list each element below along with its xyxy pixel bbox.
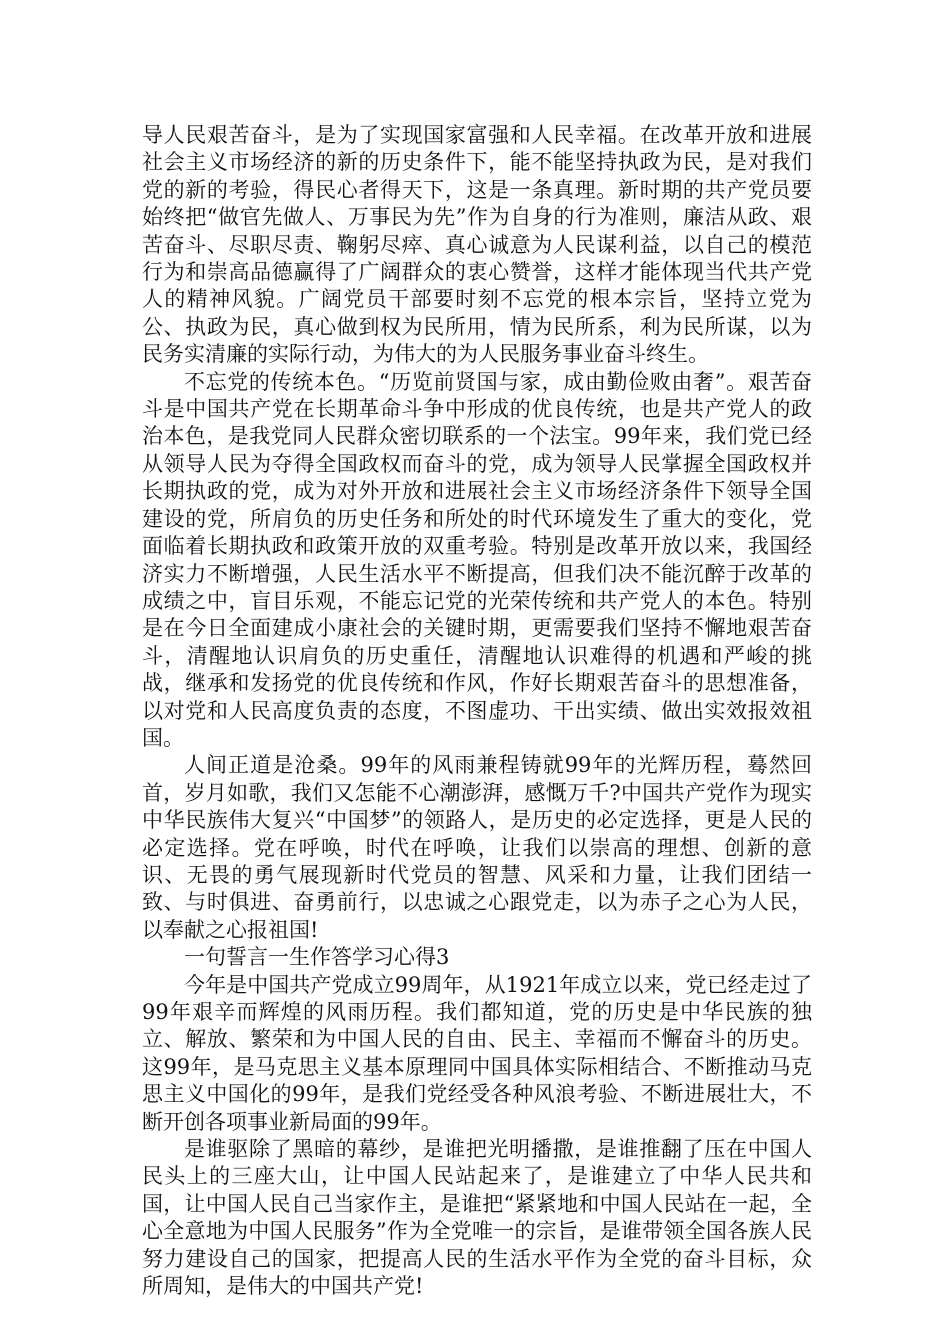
- paragraph-2: 不忘党的传统本色。“历览前贤国与家，成由勤俭败由奢”。艰苦奋斗是中国共产党在长期革命斗争中形成的优良传统，也是共产党人的政治本色，是我党同人民群众密切联系的一个法宝。99年来，我们党已经从领导人民为夺得全国政权而奋斗的党，成为领导人民掌握全国政权并长期执政的党，成为对外开放和进展社会主义市场经济条件下领导全国建设的党，所肩负的历史任务和所处的时代环境发生了重大的变化，党面临着长期执政和政策开放的双重考验。特别是改革开放以来，我国经济实力不断增强，人民生活水平不断提高，但我们决不能沉醉于改革的成绩之中，盲目乐观，不能忘记党的光荣传统和共产党人的本色。特别是在今日全面建成小康社会的关键时期，更需要我们坚持不懈地艰苦奋斗，清醒地认识肩负的历史重任，清醒地认识难得的机遇和严峻的挑战，继承和发扬党的优良传统和作风，作好长期艰苦奋斗的思想准备，以对党和人民高度负责的态度，不图虚功、干出实绩、做出实效报效祖国。: [142, 369, 812, 750]
- document-body: [142, 122, 812, 1300]
- paragraph-5: 是谁驱除了黑暗的幕纱，是谁把光明播撒，是谁推翻了压在中国人民头上的三座大山，让中国人民站起来了，是谁建立了中华人民共和国，让中国人民自己当家作主，是谁把“紧紧地和中国人民站在一起，全心全意地为中国人民服务”作为全党唯一的宗旨，是谁带领全国各族人民努力建设自己的国家，把提高人民的生活水平作为全党的奋斗目标，众所周知，是伟大的中国共产党!: [142, 1137, 812, 1299]
- paragraph-4: 今年是中国共产党成立99周年，从1921年成立以来，党已经走过了99年艰辛而辉煌的风雨历程。我们都知道，党的历史是中华民族的独立、解放、繁荣和为中国人民的自由、民主、幸福而不懈奋斗的历史。这99年，是马克思主义基本原理同中国具体实际相结合、不断推动马克思主义中国化的99年，是我们党经受各种风浪考验、不断进展壮大，不断开创各项事业新局面的99年。: [142, 972, 812, 1134]
- section-heading: 一句誓言一生作答学习心得3: [184, 945, 450, 970]
- paragraph-3: 人间正道是沧桑。99年的风雨兼程铸就99年的光辉历程，蓦然回首，岁月如歌，我们又怎能不心潮澎湃，感慨万千?中国共产党作为现实中华民族伟大复兴“中国梦”的领路人，是历史的必定选择，更是人民的必定选择。党在呼唤，时代在呼唤，让我们以崇高的理想、创新的意识、无畏的勇气展现新时代党员的智慧、风采和力量，让我们团结一致、与时俱进、奋勇前行，以忠诚之心跟党走，以为赤子之心为人民，以奉献之心报祖国!: [142, 753, 812, 942]
- paragraph-1: 导人民艰苦奋斗，是为了实现国家富强和人民幸福。在改革开放和进展社会主义市场经济的新的历史条件下，能不能坚持执政为民，是对我们党的新的考验，得民心者得天下，这是一条真理。新时期的共产党员要始终把“做官先做人、万事民为先”作为自身的行为准则，廉洁从政、艰苦奋斗、尽职尽责、鞠躬尽瘁、真心诚意为人民谋利益，以自己的模范行为和崇高品德赢得了广阔群众的衷心赞誉，这样才能体现当代共产党人的精神风貌。广阔党员干部要时刻不忘党的根本宗旨，坚持立党为公、执政为民，真心做到权为民所用，情为民所系，利为民所谋，以为民务实清廉的实际行动，为伟大的为人民服务事业奋斗终生。: [142, 123, 812, 367]
